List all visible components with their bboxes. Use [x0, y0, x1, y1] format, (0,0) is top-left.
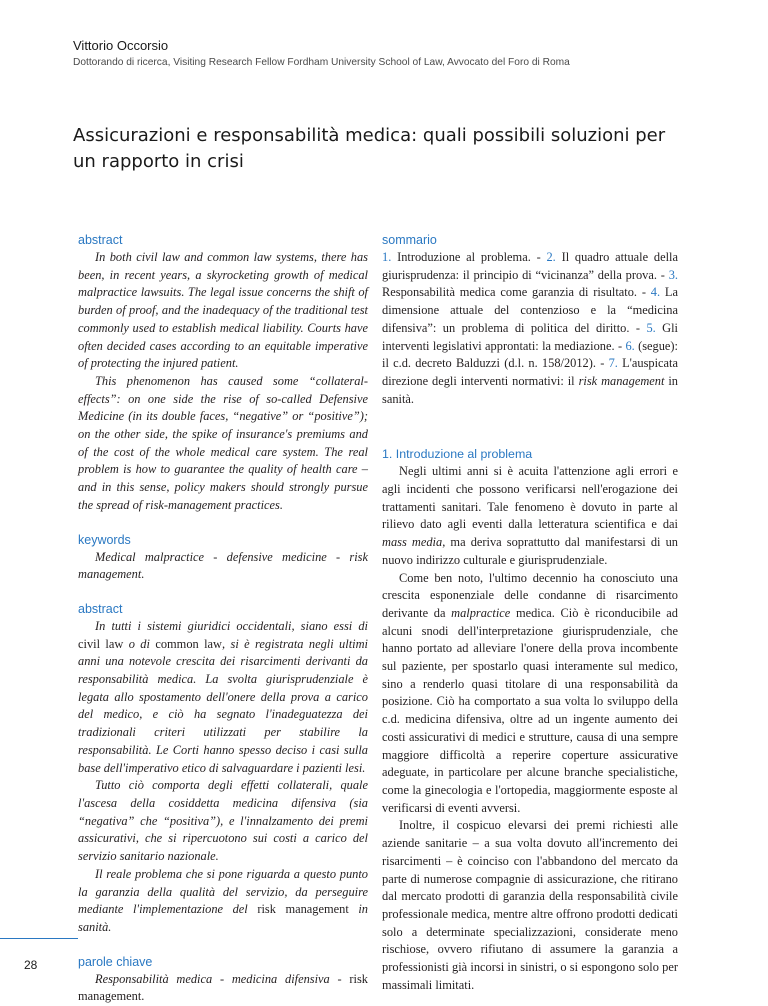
sommario-item: Il quadro attuale della giurisprudenza: il principio di “vicinanza” della prova. -: [382, 250, 678, 282]
sommario-number: 7.: [608, 356, 618, 371]
right-column: [382, 232, 678, 994]
sommario-item: in sanità.: [382, 373, 678, 406]
sommario-item: Responsabilità medica come garanzia di risultato. -: [382, 285, 651, 300]
section-heading: 1. Introduzione al problema: [382, 447, 533, 462]
sommario-number: 5.: [646, 320, 656, 335]
abstract-it-heading: abstract: [78, 601, 123, 616]
abstract-en-paragraph: In both civil law and common law systems, there has been, in recent years, a skyrocketing growth of medical malpractice lawsuits. The legal issue concerns the shift of burden of proof, and the inadequacy of the traditional test commonly used to establish medical liability. Courts have often decided cases according to an equitable imperative of protecting the injured patient.: [78, 250, 368, 371]
body-paragraph: Negli ultimi anni si è acuita l'attenzione agli errori e agli incidenti che possono verificarsi nell'erogazione dei trattamenti sanitari. Tale fenomeno è dovuto in parte al rilievo dato agli eventi dalla letteratura scientifica e dai mass media, ma deriva soprattutto dal manifestarsi di un nuovo indirizzo culturale e giurisprudenziale.: [382, 464, 678, 567]
sommario-number: 2.: [546, 250, 556, 264]
sommario-item: L'auspicata direzione degli interventi normativi: il: [382, 356, 678, 388]
sommario-item: Introduzione al problema. -: [391, 250, 547, 264]
body-paragraph: Inoltre, il cospicuo elevarsi dei premi richiesti alle aziende sanitarie – a sua volta dovuto all'incremento dei risarcimenti – è coinciso con l'abbandono del mercato da parte di numerose compagnie di assicurazione, che ritirano dal mercato prodotti di garanzia della responsabilità civile professionale medica, mentre altre offrono prodotti dedicati solo a determinate specializzazioni, considerate meno rischiose, ovvero rifiutano di assumere la garanzia a professionisti già incorsi in sinistri, o si espongono solo per massimali limitati.: [382, 818, 678, 992]
page-number: 28: [24, 958, 38, 972]
sommario-number: 3.: [668, 267, 678, 282]
abstract-it-paragraph: In tutti i sistemi giuridici occidentali, siano essi di civil law o di common law, si è registrata negli ultimi anni una notevole crescita dei risarcimenti derivanti da responsabilità medica. La svolta giurisprudenziale è legata allo spostamento dell'onere della prova a carico del medico, e ciò ha segnato l'inadeguatezza dei tradizionali criteri utilizzati per stabilire la responsabilità. Le Corti hanno spesso deciso i casi sulla base dell'imperativo etico di salvaguardare i pazienti lesi.: [78, 618, 368, 775]
keywords-en-text: Medical malpractice - defensive medicine - risk management.: [78, 549, 368, 582]
sommario-heading: sommario: [382, 233, 437, 247]
author-name: Vittorio Occorsio: [73, 38, 169, 53]
sommario-item: Gli interventi legislativi approntati: la mediazione. -: [382, 320, 678, 353]
sommario-item: (segue): il c.d. decreto Balduzzi (d.l. n. 158/2012). -: [382, 338, 678, 371]
body-paragraph: Come ben noto, l'ultimo decennio ha conosciuto una crescita esponenziale delle condanne di risarcimento derivante da malpractice medica. Ciò è riconducibile ad alcuni snodi dell'interpretazione giurisprudenziale, che hanno portato ad alleviare l'onere della prova incombente sul paziente, per spostarlo quasi interamente sul medico, sino a renderlo quasi titolare di una responsabilità da posizione. Ciò ha comportato a sua volta lo sviluppo della c.d. medicina difensiva, oltre ad un ingente aumento dei costi assicurativi di medici e strutture, causa di una sempre maggiore difficoltà a reperire coperture assicurative adeguate, in particolare per alcune branche specialistiche, come la ginecologia e l'ortopedia, maggiormente esposte al verificarsi di eventi avversi.: [382, 570, 678, 815]
page-number-rule: [0, 938, 78, 939]
sommario-number: 4.: [650, 285, 661, 300]
author-affiliation: Dottorando di ricerca, Visiting Research Fellow Fordham University School of Law, Avvocato del Foro di Roma: [73, 57, 570, 68]
keywords-it-heading: parole chiave: [78, 954, 153, 969]
keywords-it-text: Responsabilità medica - medicina difensiva - risk management.: [78, 971, 368, 1004]
keywords-en-heading: keywords: [78, 532, 131, 547]
abstract-en-paragraph: This phenomenon has caused some “collateral-effects”: on one side the rise of so-called Defensive Medicine (in its double faces, “negative” or “positive”); on the other side, the spike of insurance's premiums and of the cost of the whole medical care system. The real problem is how to guarantee the quality of health care – and in this sense, policy makers should strongly pursue the spread of risk-management practices.: [78, 373, 368, 512]
sommario-item: La dimensione attuale del contenzioso e la “medicina difensiva”: un problema di politica del diritto. -: [382, 285, 678, 335]
left-column: [78, 232, 368, 1006]
sommario-number: 1.: [382, 250, 392, 264]
sommario-item: risk management: [578, 373, 665, 388]
sommario-number: 6.: [625, 338, 635, 353]
abstract-en-heading: abstract: [78, 233, 123, 247]
abstract-it-paragraph: Il reale problema che si pone riguarda a questo punto la garanzia della qualità del servizio, da perseguire mediante l'implementazione del risk management in sanità.: [78, 866, 368, 934]
abstract-it-paragraph: Tutto ciò comporta degli effetti collaterali, quale l'ascesa della cosiddetta medicina difensiva (sia “negativa” che “positiva”), e l'innalzamento dei premi assicurativi, che si ripercuotono sui costi a carico del servizio sanitario nazionale.: [78, 778, 368, 864]
article-title: Assicurazioni e responsabilità medica: quali possibili soluzioni per un rapporto in crisi: [73, 125, 666, 172]
sommario-text: [382, 249, 678, 408]
